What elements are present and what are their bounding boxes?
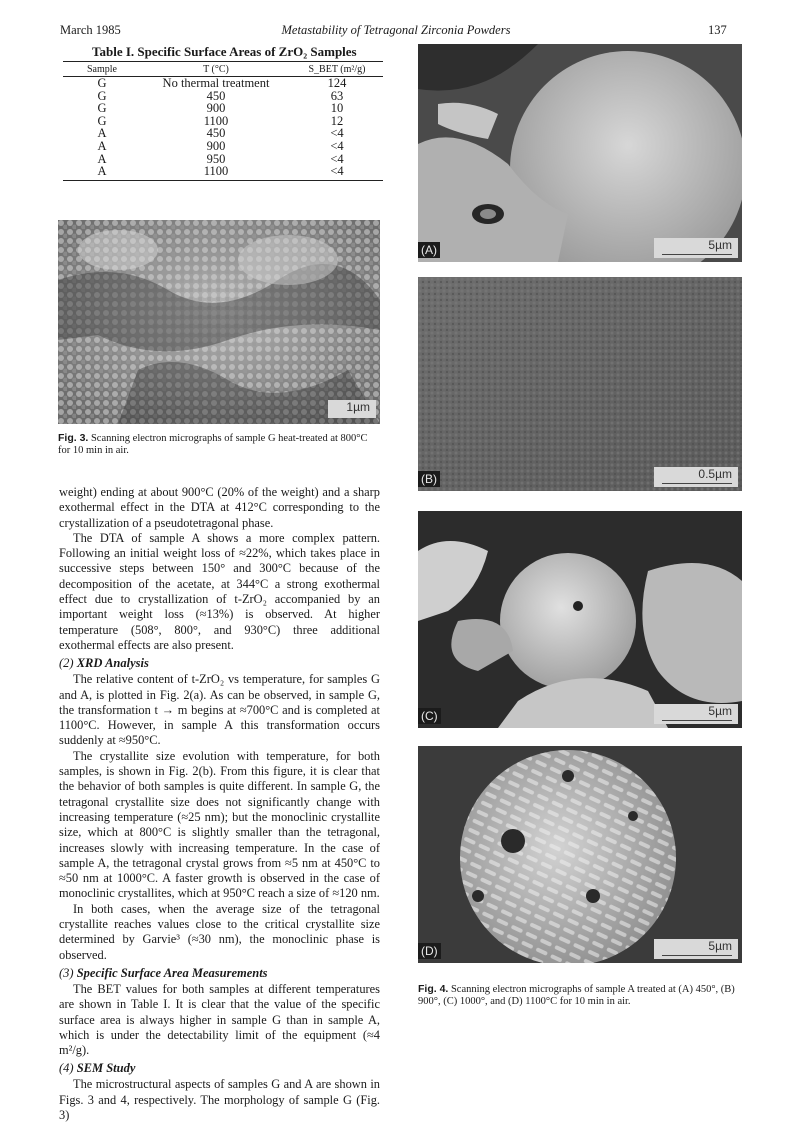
table-cell: A — [97, 151, 107, 166]
paragraph: The BET values for both samples at different temperatures are shown in Table I. It is clear that the value of the specific surface area is always higher in sample G than in sample A, which is under the detectability limit of the equipment (≈4 m²/g). — [59, 981, 380, 1058]
paragraph: The relative content of t-ZrO₂ vs temperature, for samples G and A, is plotted in Fig. 2(a). As can be observed, in sample G, the transformation t → m begins at ≈700°C and is completed at 1100°C. However, in sample A this transformation occurs suddenly at ≈950°C. — [59, 672, 380, 748]
fig3-caption — [58, 433, 380, 456]
table-cell: 63 — [330, 88, 344, 103]
table-cell: <4 — [330, 138, 344, 153]
running-header-date: March 1985 — [60, 23, 121, 37]
table-cell: No thermal treatment — [162, 76, 270, 90]
table-cell: G — [97, 88, 107, 103]
fig4b-image — [418, 277, 742, 491]
fig4d-scale-line — [662, 955, 732, 956]
table-cell: A — [97, 126, 107, 141]
table-row — [63, 165, 383, 180]
paragraph: The crystallite size evolution with temperature, for both samples, is shown in Fig. 2(b). From this figure, it is clear that the behavior of both samples is quite different. In sample G, the tetragonal crystallite size does not significantly change with increasing temperature (≈25 nm); but the monoclinic crystallite size, which at 800°C is slightly smaller than the tetragonal, increases slowly with increasing temperature. In the case of sample A, the tetragonal crystal grows from ≈5 nm at 450°C to ≈50 nm at 1000°C. A faster growth is observed in the case of monoclinic crystallites, which at 950°C reach a size of ≈120 nm. — [59, 748, 380, 901]
section-heading — [59, 965, 380, 982]
table-cell: 1100 — [141, 165, 291, 180]
fig4a-panel-label: (A) — [418, 242, 440, 258]
table-row — [63, 77, 383, 90]
fig4a-scale-label: 5µm — [708, 238, 732, 252]
table-cell: G — [97, 113, 107, 128]
table-row — [63, 102, 383, 115]
fig4d-panel-label: (D) — [418, 943, 441, 959]
fig4a-scale-bar — [654, 238, 738, 258]
paragraph: The microstructural aspects of samples G and A are shown in Figs. 3 and 4, respectively. The morphology of sample G (Fig. 3) — [59, 1077, 380, 1122]
table-cell: 900 — [206, 101, 226, 116]
section-title: SEM Study — [76, 1061, 136, 1076]
section-title: Specific Surface Area Measurements — [76, 965, 268, 980]
table-header-cell: T (°C) — [141, 62, 291, 77]
table-cell: 450 — [206, 88, 226, 103]
fig4d-scale-label: 5µm — [708, 939, 732, 953]
paragraph: weight) ending at about 900°C (20% of the weight) and a sharp exothermal effect in the DTA at 412°C corresponding to the crystallization of a pseudotetragonal phase. — [59, 485, 380, 530]
table-cell: G — [97, 101, 107, 116]
surface-area-table — [63, 61, 383, 181]
table-cell: A — [63, 165, 141, 180]
fig4c-panel-label: (C) — [418, 708, 441, 724]
fig4c-scale-line — [662, 720, 732, 721]
table-cell: <4 — [330, 151, 344, 166]
section-heading — [59, 655, 380, 672]
fig4d-scale-bar — [654, 939, 738, 959]
table-cell: A — [97, 138, 107, 153]
section-number: (4) — [59, 1061, 74, 1076]
table-row — [63, 140, 383, 153]
fig4-caption-label: Fig. 4. — [418, 983, 449, 995]
fig4d-image — [418, 746, 742, 963]
page-number: 137 — [708, 23, 727, 37]
section-heading — [59, 1060, 380, 1077]
fig4c-scale-label: 5µm — [708, 704, 732, 718]
fig4a-image — [418, 44, 742, 262]
fig3-image — [58, 220, 380, 424]
table-header-row — [63, 62, 383, 77]
fig4c-micrograph — [418, 511, 742, 728]
fig4c-image — [418, 511, 742, 728]
fig4b-panel-label: (B) — [418, 471, 440, 487]
paragraph: The DTA of sample A shows a more complex pattern. Following an initial weight loss of ≈22%, which takes place in successive steps between 150° and 300°C because of the decomposition of the acetate, at 344°C a strong exothermal effect due to crystallization of t-ZrO₂ accompanied by an important weight loss (≈13%) is observed. At higher temperature (508°, 800°, and 930°C) three additional exothermal effects are also present. — [59, 530, 380, 652]
fig3-scale-label: 1µm — [346, 400, 370, 414]
fig4-caption-text: Scanning electron micrographs of sample A treated at (A) 450°, (B) 900°, (C) 1000°, and (D) 1100°C for 10 min in air. — [418, 984, 735, 1007]
table-cell: <4 — [330, 126, 344, 141]
fig4b-micrograph — [418, 277, 742, 491]
table-cell: 1100 — [203, 113, 229, 128]
table-cell: 950 — [206, 151, 226, 166]
table-cell: <4 — [291, 165, 383, 180]
body-column — [59, 485, 380, 1123]
fig3-micrograph — [58, 220, 380, 424]
fig4b-scale-line — [662, 483, 732, 484]
fig4a-micrograph — [418, 44, 742, 262]
fig4c-scale-bar — [654, 704, 738, 724]
fig3-caption-text: Scanning electron micrographs of sample G heat-treated at 800°C for 10 min in air. — [58, 433, 368, 456]
running-header-title: Metastability of Tetragonal Zirconia Powders — [281, 23, 511, 37]
fig3-scale-bar — [328, 400, 376, 418]
fig4d-micrograph — [418, 746, 742, 963]
fig4b-scale-label: 0.5µm — [698, 467, 732, 481]
table-cell: 450 — [206, 126, 226, 141]
table-cell: 124 — [327, 76, 347, 90]
table-cell: 10 — [330, 101, 344, 116]
table-title: Table I. Specific Surface Areas of ZrO₂ Samples — [92, 44, 357, 59]
fig3-caption-label: Fig. 3. — [58, 432, 89, 444]
paragraph: In both cases, when the average size of the tetragonal crystallite reaches values close to the critical crystallite size determined by Garvie³ (≈30 nm), the monoclinic phase is observed. — [59, 901, 380, 962]
section-number: (2) — [59, 656, 74, 671]
table-cell: 12 — [330, 113, 344, 128]
fig4b-scale-bar — [654, 467, 738, 487]
table-header-cell: S_BET (m²/g) — [291, 62, 383, 77]
table-cell: G — [97, 76, 107, 90]
fig4a-scale-line — [662, 254, 732, 255]
section-number: (3) — [59, 965, 74, 980]
table-cell: 900 — [206, 138, 226, 153]
table-header-cell: Sample — [63, 62, 141, 77]
fig4-caption — [418, 984, 742, 1007]
section-title: XRD Analysis — [76, 656, 149, 671]
